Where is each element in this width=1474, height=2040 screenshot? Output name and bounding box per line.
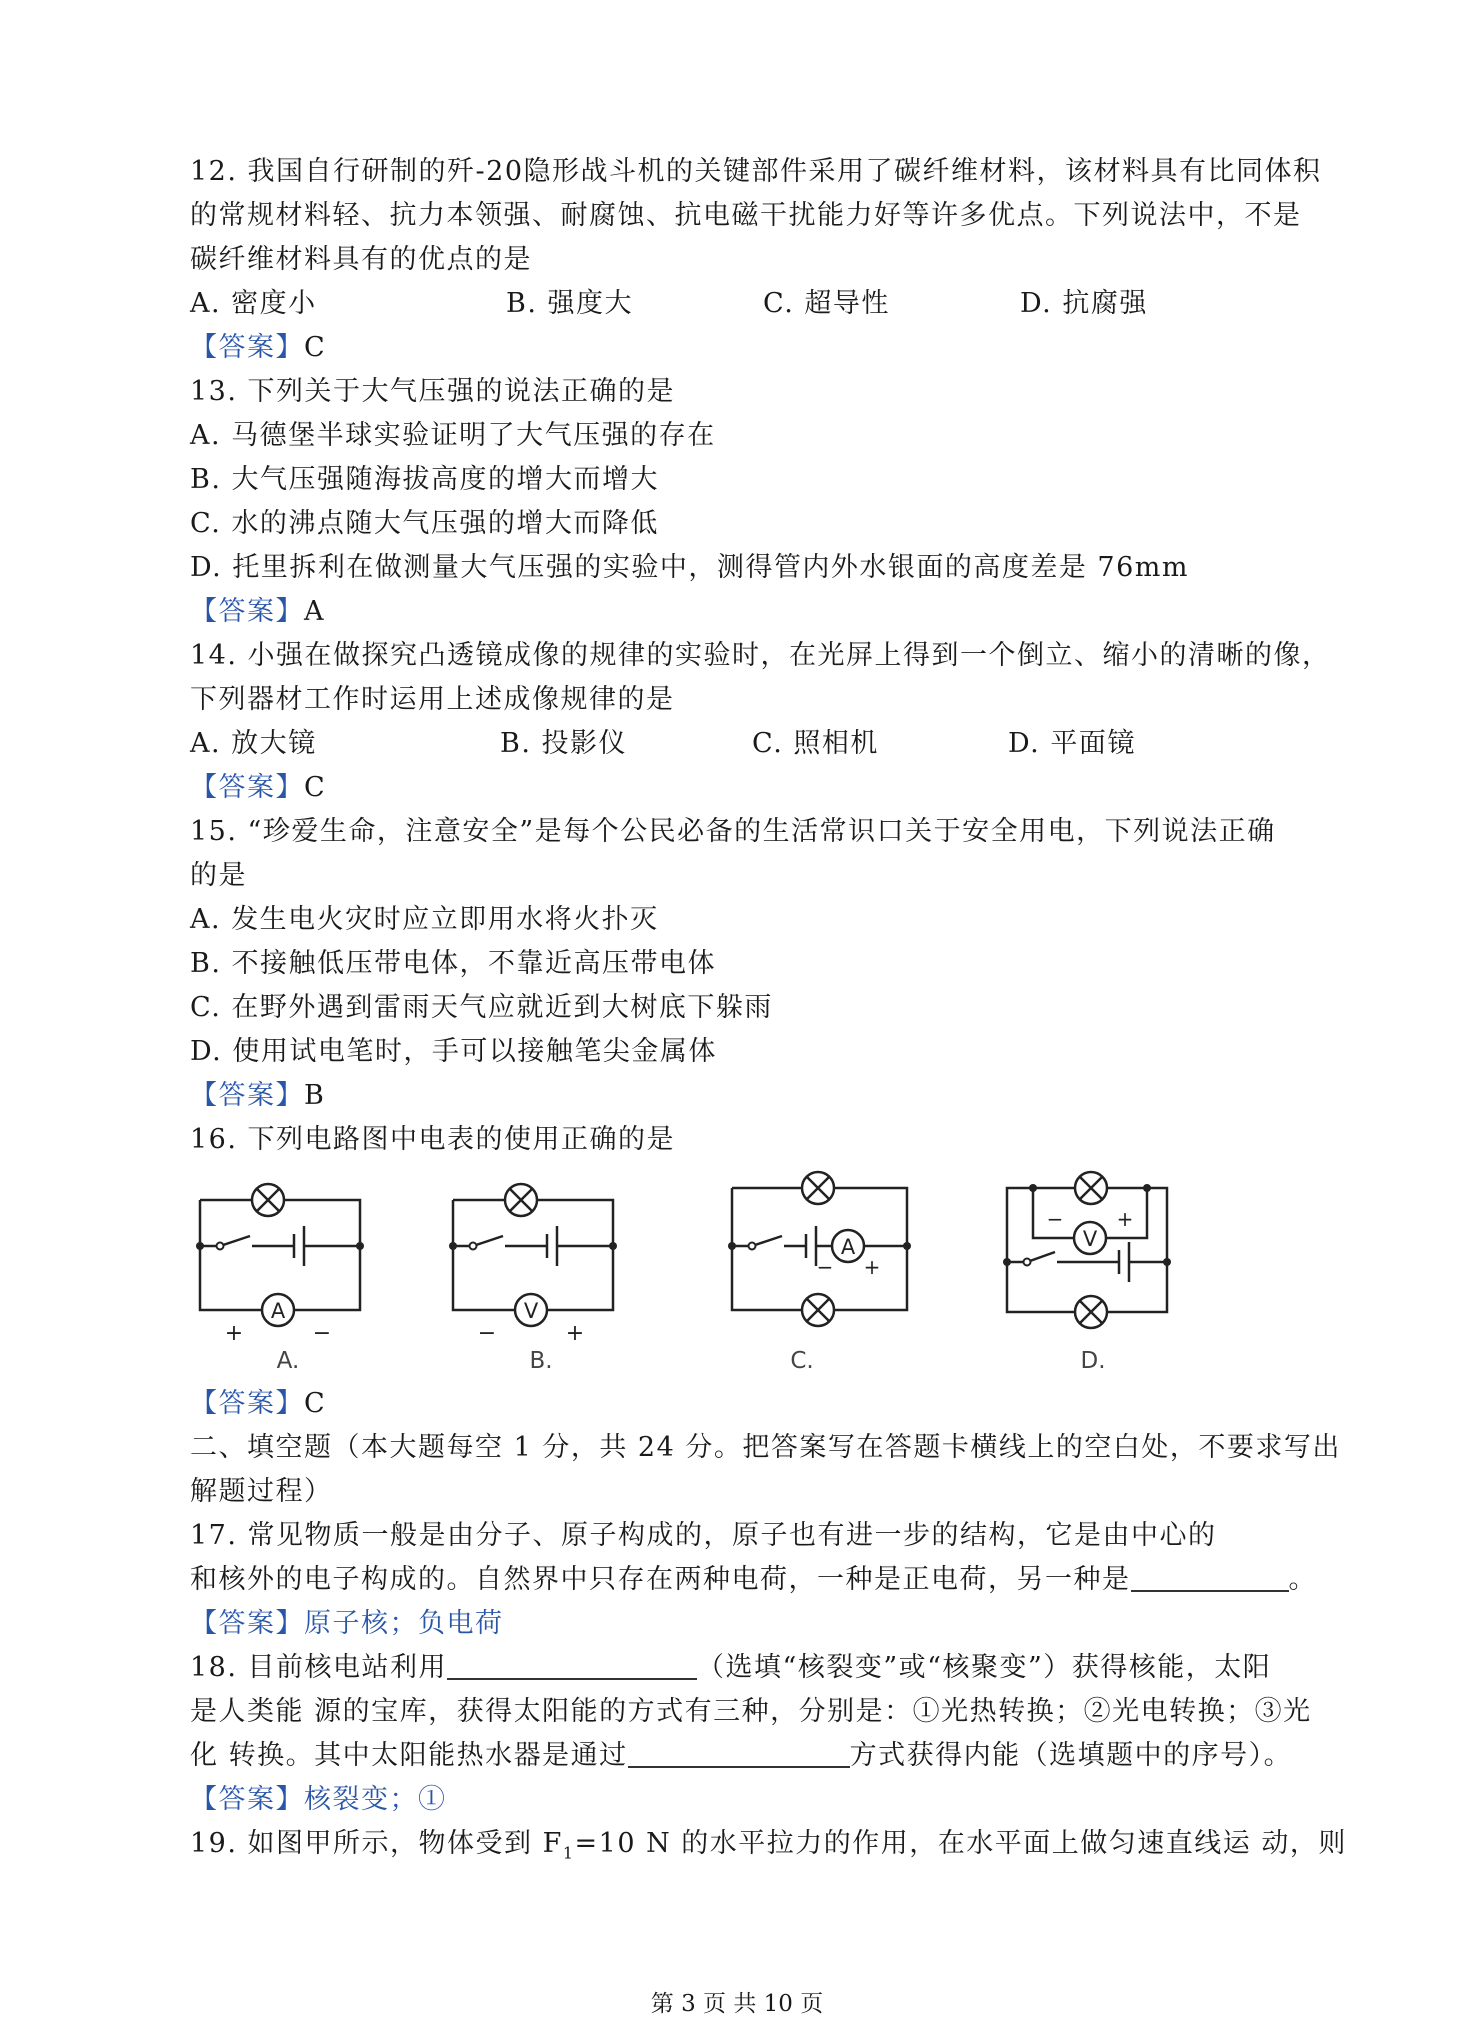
q13-answer xyxy=(190,590,325,634)
q12-option-c: C. 超导性 xyxy=(763,288,890,319)
page-footer: 第 3 页 共 10 页 xyxy=(650,1991,824,2017)
answer-tag: 【答案】 xyxy=(190,332,304,363)
q12-line2: 的常规材料轻、抗力本领强、耐腐蚀、抗电磁干扰能力好等许多优点。下列说法中，不是 xyxy=(190,200,1302,231)
q12-option-b: B. 强度大 xyxy=(506,288,634,319)
answer-value: 原子核；负电荷 xyxy=(304,1608,504,1639)
q15-option-c: C. 在野外遇到雷雨天气应就近到大树底下躲雨 xyxy=(190,992,773,1023)
circuit-diagram-d xyxy=(997,1158,1197,1370)
q12-line1: 12. 我国自行研制的歼-20隐形战斗机的关键部件采用了碳纤维材料，该材料具有比同体积 xyxy=(190,156,1322,187)
answer-value: A xyxy=(304,596,325,627)
q17-answer xyxy=(190,1602,504,1646)
q16-answer xyxy=(190,1382,326,1426)
meter-left-sign: + xyxy=(224,1321,244,1346)
q14-option-b: B. 投影仪 xyxy=(500,728,628,759)
q14-line2: 下列器材工作时运用上述成像规律的是 xyxy=(190,684,675,715)
q18-line1 xyxy=(190,1646,1271,1690)
answer-tag: 【答案】 xyxy=(190,596,304,627)
q15-line1: 15. “珍爱生命，注意安全”是每个公民必备的生活常识口关于安全用电，下列说法正确 xyxy=(190,816,1276,847)
answer-tag: 【答案】 xyxy=(190,1608,304,1639)
meter-left-sign: − xyxy=(477,1321,497,1346)
q14-line1: 14. 小强在做探究凸透镜成像的规律的实验时，在光屏上得到一个倒立、缩小的清晰的像， xyxy=(190,640,1331,671)
q17-line2 xyxy=(190,1558,1317,1602)
circuit-label: D. xyxy=(1080,1348,1106,1370)
q13-option-c: C. 水的沸点随大气压强的增大而降低 xyxy=(190,508,659,539)
circuit-label: C. xyxy=(790,1348,814,1370)
answer-value: B xyxy=(304,1080,326,1111)
answer-value: C xyxy=(304,1388,327,1419)
q15-option-a: A. 发生电火灾时应立即用水将火扑灭 xyxy=(190,904,659,935)
q13-option-d: D. 托里拆利在做测量大气压强的实验中，测得管内外水银面的高度差是 76mm xyxy=(190,552,1189,583)
meter-left-sign: − xyxy=(1046,1207,1064,1231)
meter-letter: A xyxy=(840,1235,856,1259)
meter-right-sign: − xyxy=(312,1321,332,1346)
meter-right-sign: + xyxy=(565,1321,585,1346)
meter-right-sign: + xyxy=(863,1255,881,1279)
q13-option-a: A. 马德堡半球实验证明了大气压强的存在 xyxy=(190,420,716,451)
q15-answer xyxy=(190,1074,325,1118)
q18-line3-rest: 方式获得内能（选填题中的序号）。 xyxy=(849,1740,1293,1771)
q12-option-d: D. 抗腐强 xyxy=(1020,288,1148,319)
q12-option-a: A. 密度小 xyxy=(190,288,317,319)
answer-tag: 【答案】 xyxy=(190,772,304,803)
q18-blank-1[interactable] xyxy=(447,1650,697,1680)
q17-line2-end: 。 xyxy=(1288,1564,1317,1595)
q19-line1-rest: =10 N 的水平拉力的作用，在水平面上做匀速直线运 动，则 xyxy=(574,1828,1347,1859)
q12-line3: 碳纤维材料具有的优点的是 xyxy=(190,244,532,275)
q16-stem: 16. 下列电路图中电表的使用正确的是 xyxy=(190,1124,676,1155)
q18-line2: 是人类能 源的宝库，获得太阳能的方式有三种，分别是：①光热转换；②光电转换；③光 xyxy=(190,1696,1312,1727)
circuit-label: B. xyxy=(529,1348,553,1370)
answer-tag: 【答案】 xyxy=(190,1080,304,1111)
q18-blank-2[interactable] xyxy=(628,1738,850,1768)
q19-line1 xyxy=(190,1822,1347,1875)
q17-blank[interactable] xyxy=(1131,1562,1289,1592)
circuit-diagram-b xyxy=(443,1170,623,1370)
q18-line3 xyxy=(190,1734,1292,1778)
q14-option-c: C. 照相机 xyxy=(752,728,879,759)
q18-answer xyxy=(190,1778,447,1822)
meter-left-sign: − xyxy=(816,1255,834,1279)
meter-letter: V xyxy=(1082,1227,1098,1251)
q14-option-a: A. 放大镜 xyxy=(190,728,317,759)
q17-line1: 17. 常见物质一般是由分子、原子构成的，原子也有进一步的结构，它是由中心的 xyxy=(190,1520,1217,1551)
q18-line1-rest: （选填“核裂变”或“核聚变”）获得核能，太阳 xyxy=(697,1652,1272,1683)
q12-answer xyxy=(190,326,326,370)
q15-option-d: D. 使用试电笔时，手可以接触笔尖金属体 xyxy=(190,1036,717,1067)
answer-value: C xyxy=(304,332,327,363)
meter-letter: A xyxy=(270,1299,286,1323)
q18-line1-text: 18. 目前核电站利用 xyxy=(190,1652,448,1683)
answer-tag: 【答案】 xyxy=(190,1784,304,1815)
q14-option-d: D. 平面镜 xyxy=(1008,728,1136,759)
q17-line2-text: 和核外的电子构成的。自然界中只存在两种电荷，一种是正电荷，另一种是 xyxy=(190,1564,1131,1595)
q19-subscript: 1 xyxy=(562,1843,575,1863)
circuit-diagram-c xyxy=(722,1158,922,1370)
circuit-diagram-a xyxy=(190,1170,370,1370)
circuit-label: A. xyxy=(276,1348,300,1370)
section2-heading-line2: 解题过程） xyxy=(190,1476,333,1507)
answer-value: C xyxy=(304,772,327,803)
section2-heading-line1: 二、填空题（本大题每空 1 分，共 24 分。把答案写在答题卡横线上的空白处，不要求写出 xyxy=(190,1432,1341,1463)
q13-stem: 13. 下列关于大气压强的说法正确的是 xyxy=(190,376,676,407)
q19-line1-text: 19. 如图甲所示，物体受到 F xyxy=(190,1828,563,1859)
answer-value: 核裂变；① xyxy=(304,1784,447,1815)
answer-tag: 【答案】 xyxy=(190,1388,304,1419)
q13-option-b: B. 大气压强随海拔高度的增大而增大 xyxy=(190,464,660,495)
q14-answer xyxy=(190,766,326,810)
q15-option-b: B. 不接触低压带电体，不靠近高压带电体 xyxy=(190,948,717,979)
q18-line3-text: 化 转换。其中太阳能热水器是通过 xyxy=(190,1740,628,1771)
q15-line2: 的是 xyxy=(190,860,247,891)
meter-letter: V xyxy=(523,1299,539,1323)
meter-right-sign: + xyxy=(1116,1207,1134,1231)
